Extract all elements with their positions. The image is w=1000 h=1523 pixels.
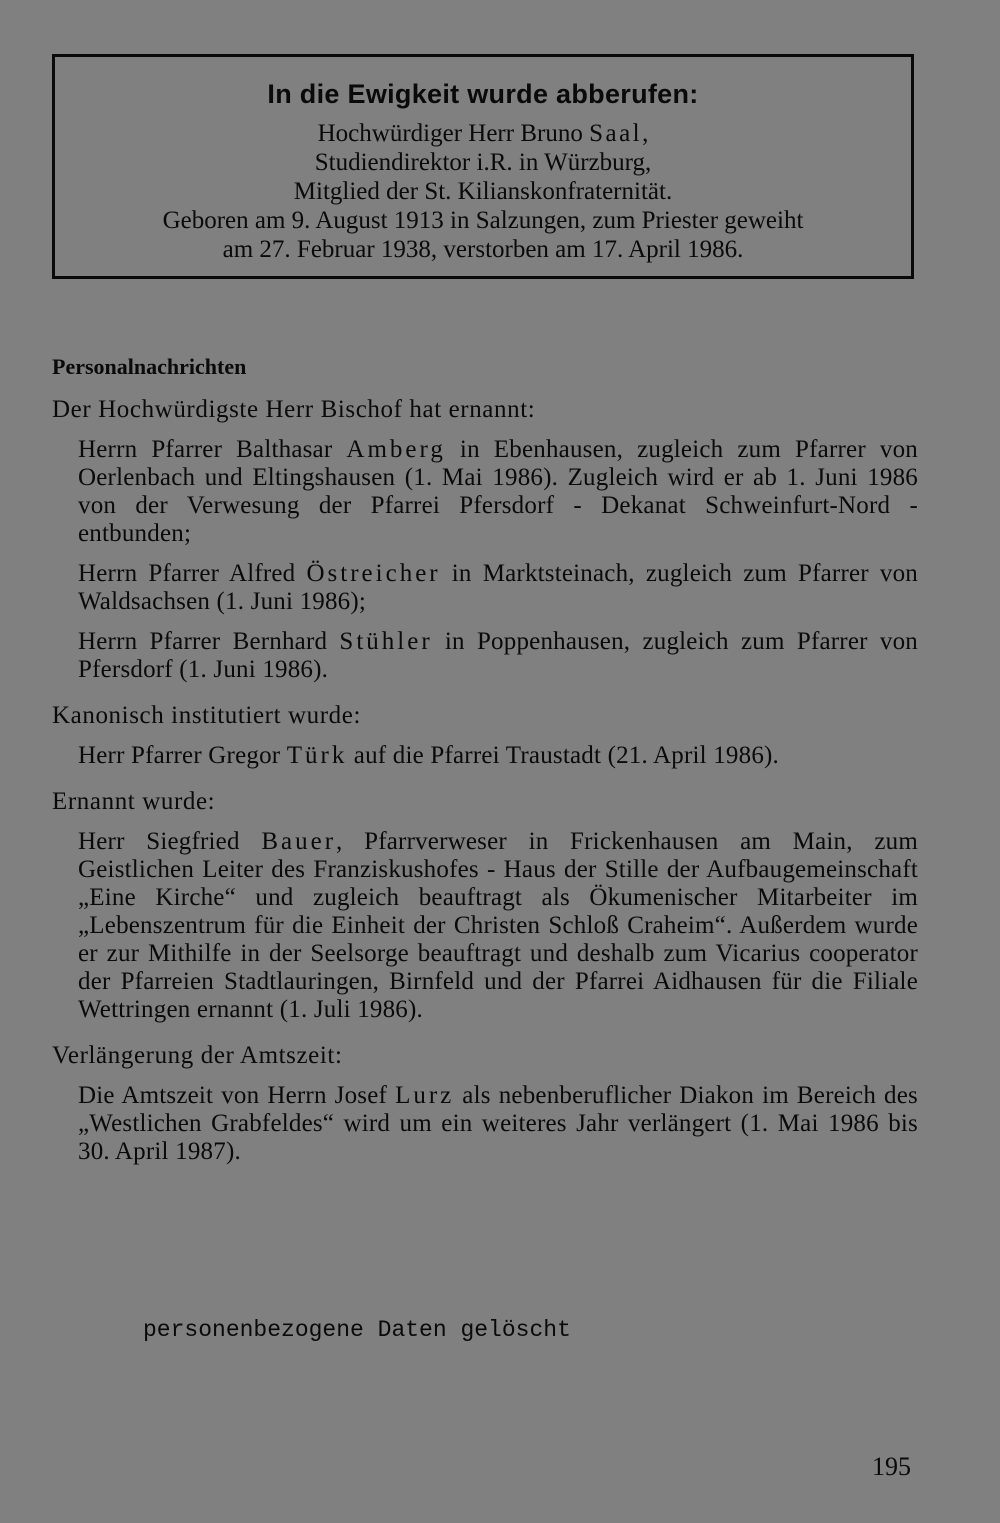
obituary-line: Geboren am 9. August 1913 in Salzungen, zum Priester geweiht bbox=[162, 207, 804, 234]
extension-intro: Verlängerung der Amtszeit: bbox=[52, 1042, 343, 1069]
appointment-entry: Herrn Pfarrer Bernhard Stühler in Poppenhausen, zugleich zum Pfarrer von Pfersdorf (1. Juni 1986). bbox=[78, 628, 918, 683]
appointment-entry: Die Amtszeit von Herrn Josef Lurz als nebenberuflicher Diakon im Bereich des „Westlichen Grabfeldes“ wird um ein weiteres Jahr verlängert (1. Mai 1986 bis 30. April 1987). bbox=[78, 1082, 918, 1165]
deceased-name: Saal bbox=[589, 120, 643, 147]
redaction-note: personenbezogene Daten gelöscht bbox=[143, 1317, 571, 1343]
section-title: Personalnachrichten bbox=[52, 354, 247, 379]
person-name: Stühler bbox=[339, 628, 433, 655]
canonical-intro: Kanonisch institutiert wurde: bbox=[52, 702, 362, 729]
obituary-box bbox=[52, 54, 914, 279]
person-name: Lurz bbox=[395, 1082, 455, 1109]
obituary-line: am 27. Februar 1938, verstorben am 17. April 1986. bbox=[222, 236, 744, 263]
page-number: 195 bbox=[872, 1452, 911, 1481]
obituary-heading: In die Ewigkeit wurde abberufen: bbox=[267, 79, 699, 109]
person-name: Bauer bbox=[261, 828, 337, 855]
named-intro: Ernannt wurde: bbox=[52, 788, 216, 815]
person-name: Amberg bbox=[346, 436, 446, 463]
personal-news-section bbox=[52, 352, 918, 1184]
obituary-line: Studiendirektor i.R. in Würzburg, bbox=[314, 149, 652, 176]
obituary-text bbox=[55, 119, 911, 264]
appointment-entry: Herr Pfarrer Gregor Türk auf die Pfarrei Traustadt (21. April 1986). bbox=[78, 742, 780, 769]
person-name: Türk bbox=[286, 742, 348, 769]
obituary-line: Hochwürdiger Herr Bruno Saal, bbox=[317, 120, 649, 147]
appointment-entry: Herrn Pfarrer Balthasar Amberg in Ebenhausen, zugleich zum Pfarrer von Oerlenbach und Eltingshausen (1. Mai 1986). Zugleich wird er ab 1. Juni 1986 von der Verwesung der Pfarrei Pfersdorf - Dekanat Schweinfurt-Nord - entbunden; bbox=[78, 436, 918, 547]
appointment-entry: Herr Siegfried Bauer, Pfarrverweser in Frickenhausen am Main, zum Geistlichen Leiter des Franziskushofes - Haus der Stille der Aufbaugemeinschaft „Eine Kirche“ und zugleich beauftragt als Ökumenischer Mitarbeiter im „Lebenszentrum für die Einheit der Christen Schloß Craheim“. Außerdem wurde er zur Mithilfe in der Seelsorge beauftragt und deshalb zum Vicarius cooperator der Pfarreien Stadtlauringen, Birnfeld und der Pfarrei Aidhausen für die Filiale Wettringen ernannt (1. Juli 1986). bbox=[78, 828, 918, 1023]
appointment-entry: Herrn Pfarrer Alfred Östreicher in Marktsteinach, zugleich zum Pfarrer von Waldsachsen (1. Juni 1986); bbox=[78, 560, 919, 615]
person-name: Östreicher bbox=[306, 560, 441, 587]
appointed-intro: Der Hochwürdigste Herr Bischof hat ernannt: bbox=[52, 396, 536, 423]
obituary-line: Mitglied der St. Kilianskonfraternität. bbox=[293, 178, 673, 205]
